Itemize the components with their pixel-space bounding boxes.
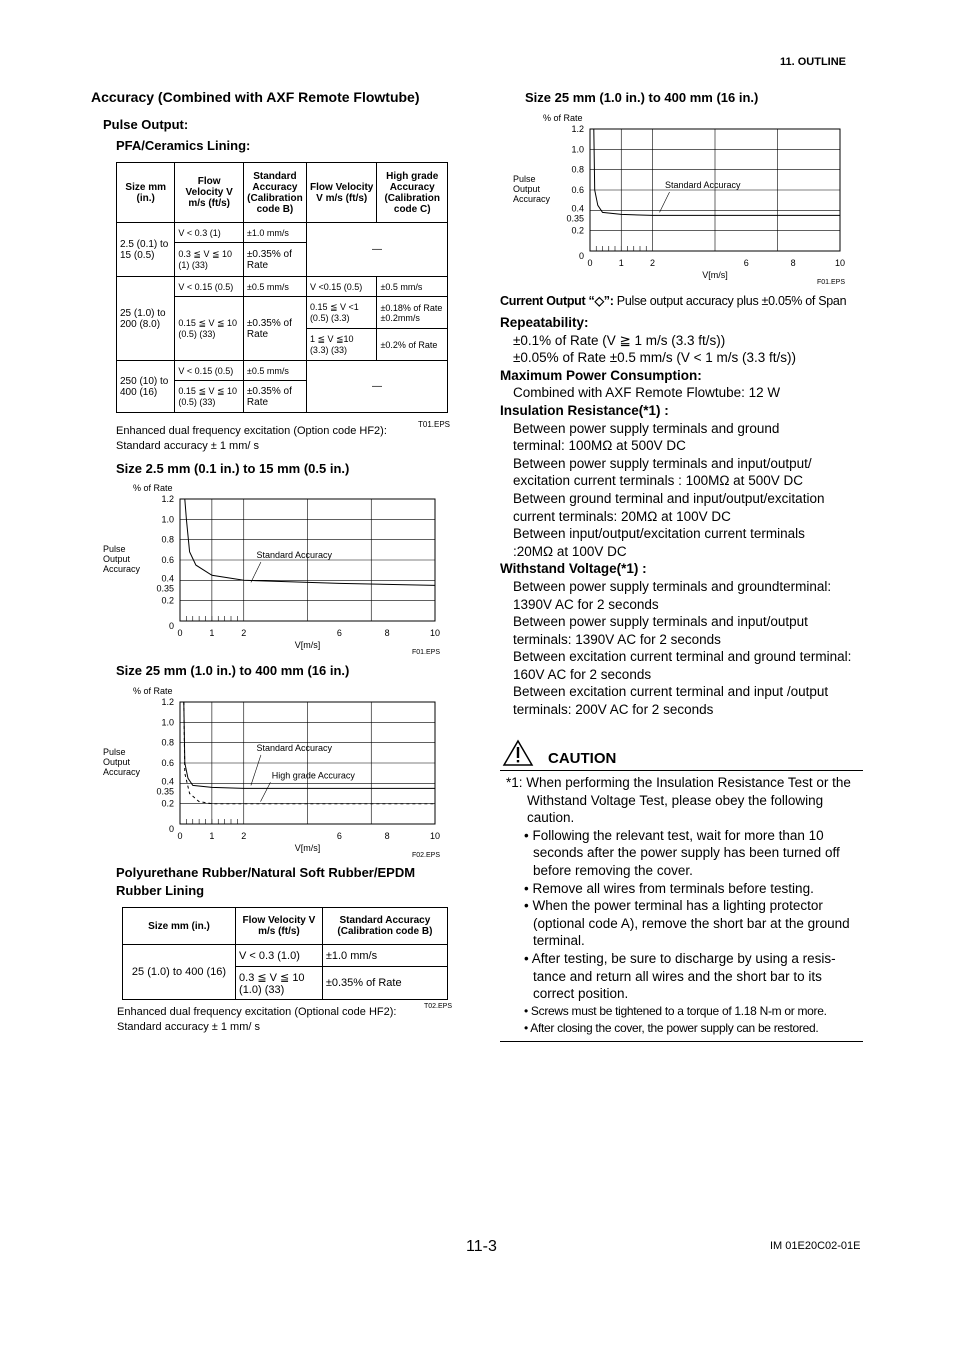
x-tick-label: 0 — [177, 628, 183, 638]
caution-1b: Withstand Voltage Test, please obey the following — [527, 792, 824, 808]
row3-velocity-1: V < 0.15 (0.5) — [175, 361, 244, 381]
series-line — [594, 129, 840, 215]
x-tick-label: 8 — [384, 628, 390, 638]
withstand-heading: Withstand Voltage(*1) : — [500, 561, 647, 577]
note1-line2: Standard accuracy ± 1 mm/ s — [116, 440, 259, 452]
y-tick-label: 1.2 — [161, 494, 174, 504]
row2-size: 25 (1.0) to 200 (8.0) — [117, 277, 175, 361]
series-leader — [260, 782, 270, 801]
row2-high-velocity-3: 1 ≦ V ≦10 (3.3) (33) — [306, 329, 377, 361]
t2-size: 25 (1.0) to 400 (16) — [123, 945, 236, 1000]
row2-high-accuracy-2: ±0.18% of Rate ±0.2mm/s — [377, 297, 448, 329]
x-axis-label: V[m/s] — [294, 640, 321, 650]
y-tick-label: 0.4 — [161, 776, 174, 787]
pfa-accuracy-table — [116, 162, 448, 413]
y-axis-label: Pulse — [103, 747, 126, 757]
x-tick-label: 2 — [649, 258, 656, 268]
section-header: 11. OUTLINE — [780, 56, 847, 68]
y-unit-label: % of Rate — [543, 113, 583, 123]
table1-code: T01.EPS — [418, 420, 451, 429]
figure-code: F01.EPS — [817, 279, 846, 286]
ins-2a: Between power supply terminals and input/output/ — [513, 455, 812, 471]
x-tick-label: 6 — [336, 831, 342, 841]
y-tick-label: 1.0 — [161, 514, 174, 525]
poly-title — [116, 864, 415, 900]
pulse-output-heading: Pulse Output: — [103, 117, 189, 132]
repeatability-heading: Repeatability: — [500, 315, 589, 330]
y-tick-label: 0.6 — [571, 185, 584, 195]
caution-1a: *1: When performing the Insulation Resistance Test or the — [506, 775, 851, 790]
row1-accuracy-1: ±1.0 mm/s — [243, 223, 306, 243]
y-tick-label: 1.0 — [571, 144, 584, 155]
chart1-title: Size 2.5 mm (0.1 in.) to 15 mm (0.5 in.) — [116, 461, 350, 476]
caution-4c: terminal. — [533, 933, 585, 949]
row3-high-grade-na: — — [306, 361, 447, 413]
doc-number: IM 01E20C02-01E — [770, 1240, 861, 1252]
caution-3: • Remove all wires from terminals before testing. — [524, 880, 814, 896]
row1-size: 2.5 (0.1) to 15 (0.5) — [117, 223, 175, 277]
repeatability-2: ±0.05% of Rate ±0.5 mm/s (V < 1 m/s (3.3 ft/s)) — [513, 350, 797, 366]
y-unit-label: % of Rate — [133, 686, 173, 696]
series-label: Standard Accuracy — [256, 549, 333, 560]
t2-accuracy-1: ±1.0 mm/s — [322, 945, 447, 967]
y-tick-label: 0 — [578, 251, 584, 261]
caution-6: • Screws must be tightened to a torque of 1.18 N-m or more. — [524, 1003, 827, 1018]
y-tick-label: 0.35 — [156, 786, 174, 797]
caution-5c: correct position. — [533, 986, 629, 1002]
row2-velocity-1: V < 0.15 (0.5) — [175, 277, 244, 297]
pfa-lining-heading: PFA/Ceramics Lining: — [116, 138, 251, 153]
caution-body — [506, 774, 871, 1038]
with-4b: terminals: 200V AC for 2 seconds — [513, 702, 714, 718]
with-1a: Between power supply terminals and groundterminal: — [513, 578, 832, 594]
ins-1a: Between power supply terminals and ground — [513, 420, 780, 436]
current-output-label: Current Output “◇”: — [500, 294, 614, 308]
y-axis-label: Accuracy — [103, 767, 141, 777]
with-2b: terminals: 1390V AC for 2 seconds — [513, 631, 721, 647]
t2-velocity-1: V < 0.3 (1.0) — [236, 945, 323, 967]
y-tick-label: 0.35 — [156, 583, 174, 594]
row1-velocity-1: V < 0.3 (1) — [175, 223, 244, 243]
x-tick-label: 10 — [429, 628, 441, 638]
with-4a: Between excitation current terminal and input /output — [513, 684, 829, 700]
with-3b: 160V AC for 2 seconds — [513, 666, 652, 682]
insulation-heading: Insulation Resistance(*1) : — [500, 402, 669, 418]
figure-code: F01.EPS — [412, 649, 441, 656]
t2-col-flow-velocity: Flow Velocity V m/s (ft/s) — [236, 908, 323, 945]
x-tick-label: 0 — [587, 258, 593, 268]
row2-high-velocity-1: V <0.15 (0.5) — [306, 277, 377, 297]
ins-3a: Between ground terminal and input/output/excitation — [513, 490, 825, 506]
caution-1c: caution. — [527, 810, 575, 826]
caution-4b: (optional code A), remove the short bar at the ground — [533, 915, 850, 931]
warning-triangle-icon — [502, 739, 534, 767]
chart1-svg — [100, 477, 450, 657]
caution-2b: seconds after the power supply has been turned off — [533, 845, 840, 861]
page-number: 11-3 — [466, 1238, 497, 1255]
caution-5b: tance and return all wires and the short bar to its — [533, 968, 822, 984]
x-tick-label: 1 — [209, 831, 215, 841]
x-tick-label: 1 — [618, 258, 624, 268]
row3-velocity-2: 0.15 ≦ V ≦ 10 (0.5) (33) — [175, 381, 244, 413]
series-leader — [251, 562, 261, 582]
right-chart-title: Size 25 mm (1.0 in.) to 400 mm (16 in.) — [525, 90, 759, 105]
note2-line1: Enhanced dual frequency excitation (Optional code HF2): — [117, 1006, 397, 1018]
caution-2c: before removing the cover. — [533, 862, 693, 878]
caution-top-rule — [500, 770, 863, 771]
ins-2b: excitation current terminals : 100MΩ at 500V DC — [513, 473, 803, 489]
x-tick-label: 2 — [241, 628, 247, 638]
with-1b: 1390V AC for 2 seconds — [513, 596, 659, 612]
repeatability-1: ±0.1% of Rate (V ≧ 1 m/s (3.3 ft/s)) — [513, 332, 726, 348]
note2 — [117, 1005, 396, 1035]
row3-accuracy-1: ±0.5 mm/s — [243, 361, 306, 381]
x-axis-label: V[m/s] — [294, 843, 321, 853]
y-unit-label: % of Rate — [133, 483, 173, 493]
rubber-accuracy-table — [122, 907, 448, 1000]
col-standard-accuracy: Standard Accuracy (Calibration code B) — [243, 163, 306, 223]
x-tick-label: 1 — [209, 628, 215, 638]
ins-3b: current terminals: 20MΩ at 100V DC — [513, 508, 731, 524]
x-tick-label: 8 — [384, 831, 390, 841]
with-3a: Between excitation current terminal and ground terminal: — [513, 649, 852, 665]
y-tick-label: 1.0 — [161, 717, 174, 728]
caution-7: • After closing the cover, the power supply can be restored. — [524, 1021, 819, 1036]
t2-col-standard-accuracy: Standard Accuracy (Calibration code B) — [322, 908, 447, 945]
current-output-text: Pulse output accuracy plus ±0.05% of Span — [613, 294, 847, 308]
series-leader — [251, 755, 261, 785]
y-axis-label: Output — [513, 184, 541, 194]
x-tick-label: 10 — [429, 831, 441, 841]
y-axis-label: Pulse — [103, 544, 126, 554]
y-axis-label: Accuracy — [103, 564, 141, 574]
row1-velocity-2: 0.3 ≦ V ≦ 10 (1) (33) — [175, 243, 244, 277]
caution-5a: • After testing, be sure to discharge by using a resis- — [524, 950, 836, 966]
chart2-title: Size 25 mm (1.0 in.) to 400 mm (16 in.) — [116, 663, 350, 678]
row2-high-accuracy-3: ±0.2% of Rate — [377, 329, 448, 361]
y-axis-label: Output — [103, 554, 131, 564]
y-axis-label: Output — [103, 757, 131, 767]
power-heading: Maximum Power Consumption: — [500, 367, 702, 383]
row2-accuracy-2: ±0.35% of Rate — [243, 297, 306, 361]
chart2-svg — [100, 680, 450, 860]
caution-4a: • When the power terminal has a lighting protector — [524, 898, 823, 914]
x-tick-label: 6 — [743, 258, 749, 268]
row2-high-velocity-2: 0.15 ≦ V <1 (0.5) (3.3) — [306, 297, 377, 329]
note2-line2: Standard accuracy ± 1 mm/ s — [117, 1021, 260, 1033]
series-label: High grade Accuracy — [271, 770, 355, 781]
series-label: Standard Accuracy — [665, 179, 741, 190]
series-line — [185, 499, 435, 585]
col-high-grade-accuracy: High grade Accuracy (Calibration code C) — [377, 163, 448, 223]
y-tick-label: 0.2 — [161, 595, 174, 606]
row2-high-accuracy-1: ±0.5 mm/s — [377, 277, 448, 297]
t2-col-size: Size mm (in.) — [123, 908, 236, 945]
x-tick-label: 10 — [834, 258, 846, 268]
y-tick-label: 0.4 — [161, 573, 174, 584]
poly-title-line1: Polyurethane Rubber/Natural Soft Rubber/EPDM — [116, 865, 416, 880]
col-size: Size mm (in.) — [117, 163, 175, 223]
row3-size: 250 (10) to 400 (16) — [117, 361, 175, 413]
ins-4b: :20MΩ at 100V DC — [513, 543, 627, 559]
row2-accuracy-1: ±0.5 mm/s — [243, 277, 306, 297]
series-leader — [660, 192, 670, 212]
x-tick-label: 8 — [790, 258, 796, 268]
row1-accuracy-2: ±0.35% of Rate — [243, 243, 306, 277]
y-tick-label: 0.8 — [161, 737, 174, 748]
x-tick-label: 2 — [241, 831, 247, 841]
x-tick-label: 6 — [336, 628, 342, 638]
row3-accuracy-2: ±0.35% of Rate — [243, 381, 306, 413]
row2-velocity-2: 0.15 ≦ V ≦ 10 (0.5) (33) — [175, 297, 244, 361]
series-label: Standard Accuracy — [256, 742, 333, 753]
ins-1b: terminal: 100MΩ at 500V DC — [513, 438, 686, 454]
x-axis-label: V[m/s] — [702, 270, 728, 280]
y-tick-label: 1.2 — [161, 697, 174, 707]
y-tick-label: 0.4 — [571, 203, 584, 214]
poly-title-line2: Rubber Lining — [116, 883, 205, 898]
current-output — [500, 293, 846, 308]
y-tick-label: 0.6 — [161, 555, 174, 565]
power-1: Combined with AXF Remote Flowtube: 12 W — [513, 385, 781, 401]
y-tick-label: 0 — [168, 824, 174, 834]
figure-code: F02.EPS — [412, 852, 441, 859]
y-tick-label: 0.2 — [571, 225, 584, 236]
note1-line1: Enhanced dual frequency excitation (Option code HF2): — [116, 425, 387, 437]
chart3-svg — [510, 107, 855, 287]
y-tick-label: 0.8 — [161, 534, 174, 545]
col-flow-velocity: Flow Velocity V m/s (ft/s) — [175, 163, 244, 223]
y-axis-label: Accuracy — [513, 194, 551, 204]
caution-2a: • Following the relevant test, wait for more than 10 — [524, 827, 824, 843]
table2-code: T02.EPS — [424, 1003, 453, 1010]
x-tick-label: 0 — [177, 831, 183, 841]
col-flow-velocity-2: Flow Velocity V m/s (ft/s) — [306, 163, 377, 223]
y-tick-label: 0 — [168, 621, 174, 631]
y-tick-label: 1.2 — [571, 124, 584, 134]
caution-title: CAUTION — [548, 750, 617, 767]
note1 — [116, 424, 387, 454]
row1-high-grade-na: — — [306, 223, 447, 277]
y-tick-label: 0.35 — [566, 213, 584, 224]
t2-velocity-2: 0.3 ≦ V ≦ 10 (1.0) (33) — [236, 967, 323, 1000]
y-axis-label: Pulse — [513, 174, 536, 184]
with-2a: Between power supply terminals and input/output — [513, 614, 808, 630]
y-tick-label: 0.2 — [161, 798, 174, 809]
ins-4a: Between input/output/excitation current terminals — [513, 526, 805, 542]
right-specs — [500, 314, 870, 719]
caution-bottom-rule — [500, 1041, 863, 1042]
y-tick-label: 0.6 — [161, 758, 174, 768]
accuracy-title: Accuracy (Combined with AXF Remote Flowtube) — [91, 89, 420, 105]
y-tick-label: 0.8 — [571, 164, 584, 175]
t2-accuracy-2: ±0.35% of Rate — [322, 967, 447, 1000]
